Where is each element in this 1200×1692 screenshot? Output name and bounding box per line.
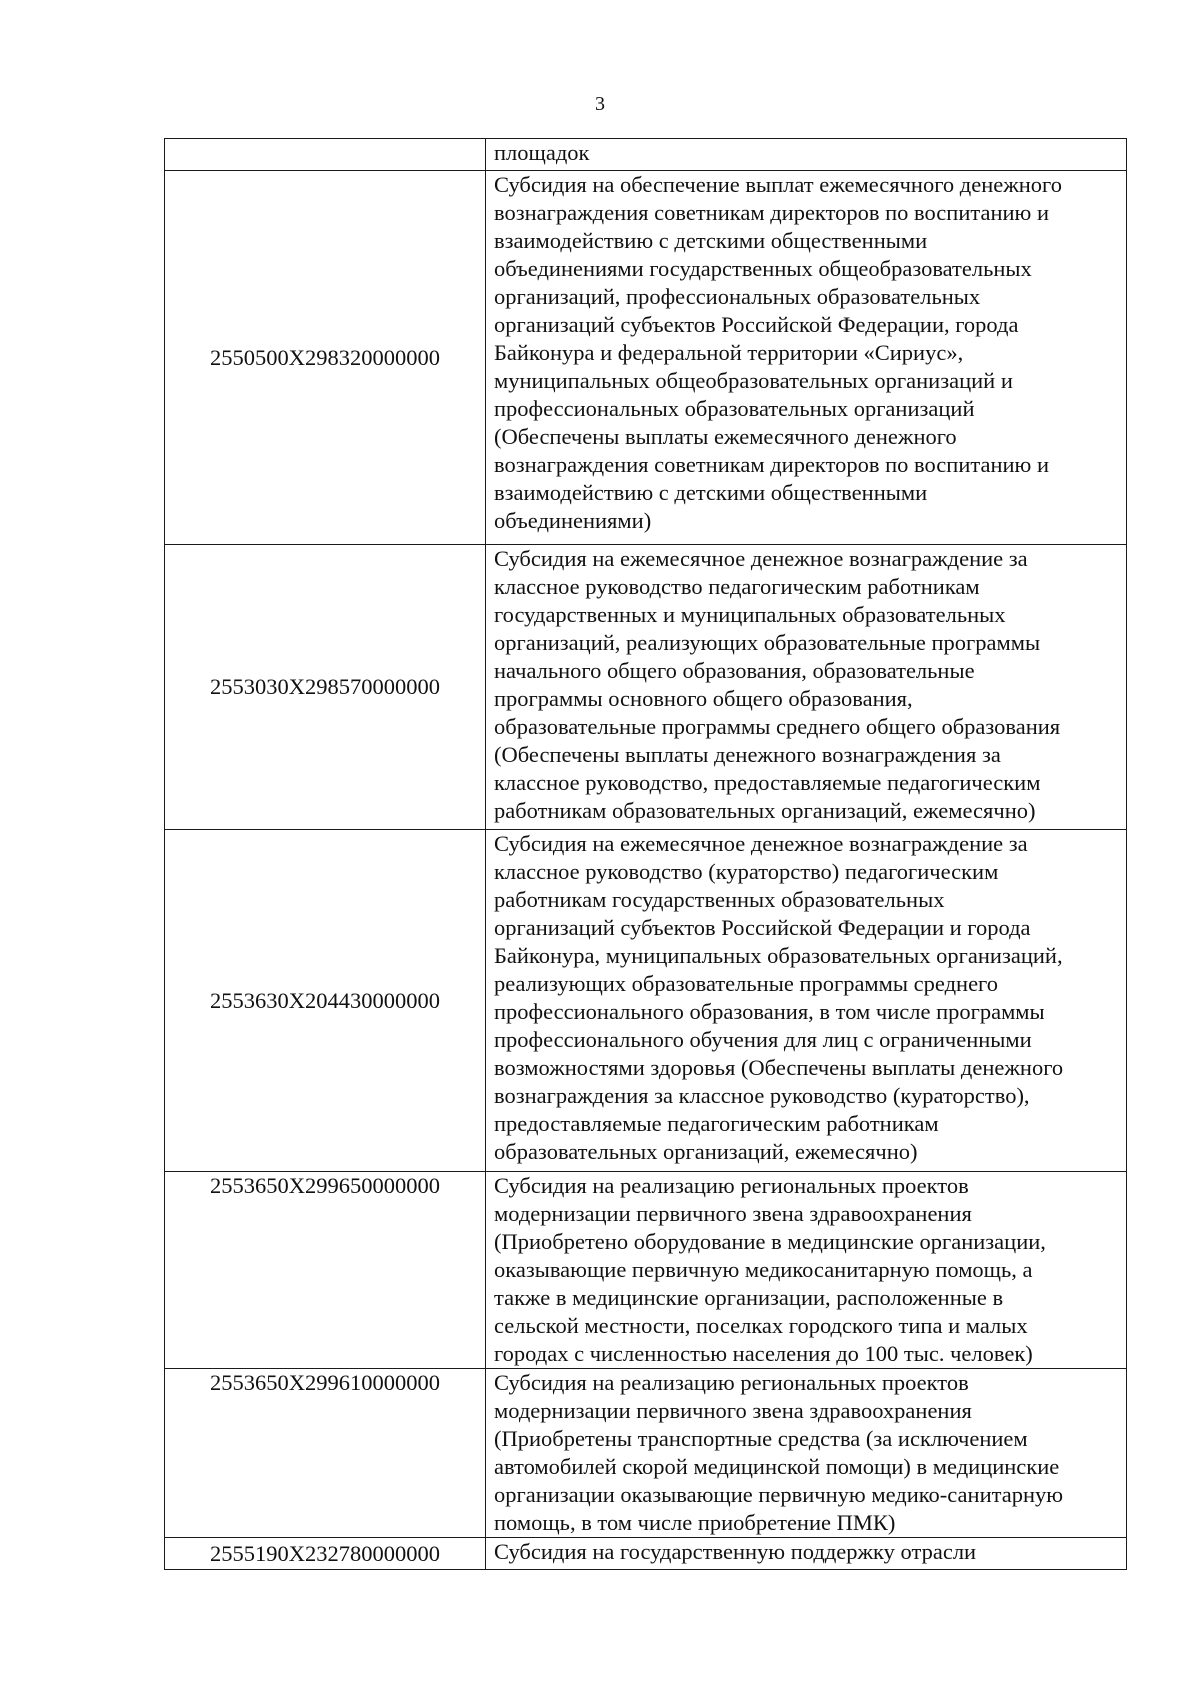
description-cell [486, 830, 1127, 1172]
budget-code: 2555190Х232780000000 [210, 1540, 440, 1566]
code-cell [165, 1369, 486, 1538]
description-cell [486, 171, 1127, 545]
code-cell [165, 139, 486, 171]
budget-code: 2553630Х204430000000 [210, 987, 440, 1013]
code-cell [165, 171, 486, 545]
description-line: модернизации первичного звена здравоохранения [494, 1201, 972, 1226]
description-line: взаимодействию с детскими общественными [494, 480, 928, 505]
code-cell [165, 830, 486, 1172]
description-line: объединениями государственных общеобразовательных [494, 256, 1032, 281]
table-row [165, 139, 1127, 171]
description-line: взаимодействию с детскими общественными [494, 228, 928, 253]
description-line: профессиональных образовательных организаций [494, 396, 975, 421]
description-line: классное руководство, предоставляемые педагогическим [494, 770, 1041, 795]
description-line: работникам образовательных организаций, ежемесячно) [494, 798, 1036, 823]
description-line: (Обеспечены выплаты денежного вознаграждения за [494, 742, 1001, 767]
code-cell [165, 1172, 486, 1369]
table-row [165, 1369, 1127, 1538]
description-line: Байконура, муниципальных образовательных организаций, [494, 943, 1063, 968]
table-row [165, 1172, 1127, 1369]
description-cell [486, 1369, 1127, 1538]
table-row [165, 830, 1127, 1172]
description-line: оказывающие первичную медикосанитарную помощь, а [494, 1257, 1033, 1282]
description-line: Байконура и федеральной территории «Сириус», [494, 340, 964, 365]
subsidy-table [164, 138, 1127, 1570]
description-line: профессионального обучения для лиц с ограниченными [494, 1027, 1032, 1052]
description-line: программы основного общего образования, [494, 686, 913, 711]
description-line: Субсидия на ежемесячное денежное вознаграждение за [494, 831, 1028, 856]
description-line: организации оказывающие первичную медико-санитарную [494, 1482, 1064, 1507]
description-line: площадок [494, 140, 590, 165]
table-row [165, 171, 1127, 545]
description-line: организаций субъектов Российской Федерации и города [494, 915, 1031, 940]
description-line: начального общего образования, образовательные [494, 658, 975, 683]
description-line: Субсидия на обеспечение выплат ежемесячного денежного [494, 172, 1062, 197]
page-number: 3 [595, 93, 605, 115]
budget-code: 2553650Х299610000000 [210, 1370, 440, 1395]
budget-code: 2550500Х298320000000 [210, 344, 440, 370]
description-line: образовательные программы среднего общего образования [494, 714, 1061, 739]
description-line: работникам государственных образовательных [494, 887, 945, 912]
code-cell [165, 545, 486, 830]
description-line: организаций, реализующих образовательные программы [494, 630, 1041, 655]
description-line: профессионального образования, в том числе программы [494, 999, 1045, 1024]
description-cell [486, 545, 1127, 830]
description-cell [486, 1172, 1127, 1369]
table-row [165, 545, 1127, 830]
description-line: организаций субъектов Российской Федерации, города [494, 312, 1019, 337]
description-line: Субсидия на ежемесячное денежное вознаграждение за [494, 546, 1028, 571]
description-line: организаций, профессиональных образовательных [494, 284, 981, 309]
description-line: вознаграждения за классное руководство (кураторство), [494, 1083, 1030, 1108]
description-line: (Приобретены транспортные средства (за исключением [494, 1426, 1028, 1451]
description-line: объединениями) [494, 508, 652, 533]
description-line: помощь, в том числе приобретение ПМК) [494, 1510, 896, 1535]
description-line: возможностями здоровья (Обеспечены выплаты денежного [494, 1055, 1064, 1080]
description-line: классное руководство педагогическим работникам [494, 574, 980, 599]
description-cell [486, 1538, 1127, 1570]
description-line: государственных и муниципальных образовательных [494, 602, 1006, 627]
description-line: образовательных организаций, ежемесячно) [494, 1139, 918, 1164]
description-line: также в медицинские организации, расположенные в [494, 1285, 1004, 1310]
budget-code: 2553030Х298570000000 [210, 674, 440, 699]
description-line: модернизации первичного звена здравоохранения [494, 1398, 972, 1423]
description-line: Субсидия на реализацию региональных проектов [494, 1173, 969, 1198]
description-line: муниципальных общеобразовательных организаций и [494, 368, 1013, 393]
description-line: Субсидия на реализацию региональных проектов [494, 1370, 969, 1395]
description-line: классное руководство (кураторство) педагогическим [494, 859, 999, 884]
description-line: вознаграждения советникам директоров по воспитанию и [494, 200, 1050, 225]
description-line: сельской местности, поселках городского типа и малых [494, 1313, 1028, 1338]
description-line: вознаграждения советникам директоров по воспитанию и [494, 452, 1050, 477]
description-line: (Приобретено оборудование в медицинские организации, [494, 1229, 1046, 1254]
budget-code: 2553650Х299650000000 [210, 1173, 440, 1198]
description-line: предоставляемые педагогическим работникам [494, 1111, 939, 1136]
code-cell [165, 1538, 486, 1570]
description-line: реализующих образовательные программы среднего [494, 971, 998, 996]
description-line: автомобилей скорой медицинской помощи) в медицинские [494, 1454, 1060, 1479]
description-line: городах с численностью населения до 100 тыс. человек) [494, 1341, 1033, 1366]
description-line: Субсидия на государственную поддержку отрасли [494, 1539, 977, 1564]
table-row [165, 1538, 1127, 1570]
description-cell [486, 139, 1127, 171]
description-line: (Обеспечены выплаты ежемесячного денежного [494, 424, 957, 449]
